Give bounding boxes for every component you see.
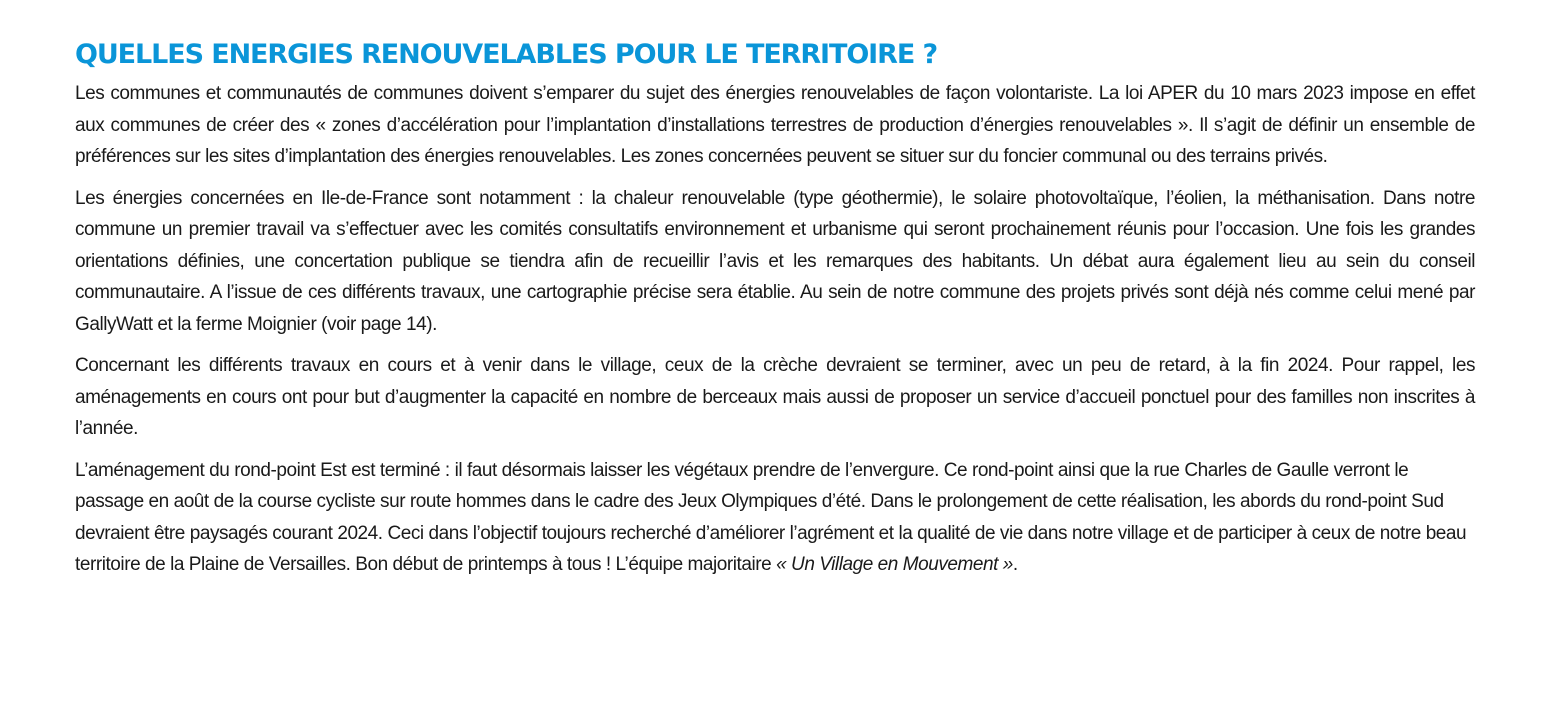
closing-punctuation: . xyxy=(1012,554,1018,575)
paragraph-rond-point-text: L’aménagement du rond-point Est est terminé : il faut désormais laisser les végétaux prendre de l’envergure. Ce rond-point ainsi que la rue Charles de Gaulle verront le passage en août de la course cycliste sur route hommes dans le cadre des Jeux Olympiques d’été. Dans le prolongement de cette réalisation, les abords du rond-point Sud devraient être paysagés courant 2024. Ceci dans l’objectif toujours recherché d’améliorer l’agrément et la qualité de vie dans notre village et de participer à ceux de notre beau territoire de la Plaine de Versailles. Bon début de printemps à tous ! L’équipe majoritaire xyxy=(75,459,1467,575)
signature: « Un Village en Mouvement » xyxy=(776,554,1013,575)
paragraph-ile-de-france: Les énergies concernées en Ile-de-France sont notamment : la chaleur renouvelable (type géothermie), le solaire photovoltaïque, l’éolien, la méthanisation. Dans notre commune un premier travail va s’effectuer avec les comités consultatifs environnement et urbanisme qui seront prochainement réunis pour l’occasion. Une fois les grandes orientations définies, une concertation publique se tiendra afin de recueillir l’avis et les remarques des habitants. Un débat aura également lieu au sein du conseil communautaire. A l’issue de ces différents travaux, une cartographie précise sera établie. Au sein de notre commune des projets privés sont déjà nés comme celui mené par GallyWatt et la ferme Moignier (voir page 14). xyxy=(75,187,1475,335)
paragraph-travaux-creche: Concernant les différents travaux en cours et à venir dans le village, ceux de la crèche devraient se terminer, avec un peu de retard, à la fin 2024. Pour rappel, les aménagements en cours ont pour but d’augmenter la capacité en nombre de berceaux mais aussi de proposer un service d’accueil ponctuel pour des familles non inscrites à l’année. xyxy=(75,355,1475,439)
article xyxy=(75,36,1475,591)
paragraph-rond-point xyxy=(75,455,1475,581)
article-title: QUELLES ENERGIES RENOUVELABLES POUR LE TERRITOIRE ? xyxy=(75,39,938,70)
paragraph-energies: Les communes et communautés de communes doivent s’emparer du sujet des énergies renouvelables de façon volontariste. La loi APER du 10 mars 2023 impose en effet aux communes de créer des « zones d’accélération pour l’implantation d’installations terrestres de production d’énergies renouvelables ». Il s’agit de définir un ensemble de préférences sur les sites d’implantation des énergies renouvelables. Les zones concernées peuvent se situer sur du foncier communal ou des terrains privés. xyxy=(75,83,1475,167)
